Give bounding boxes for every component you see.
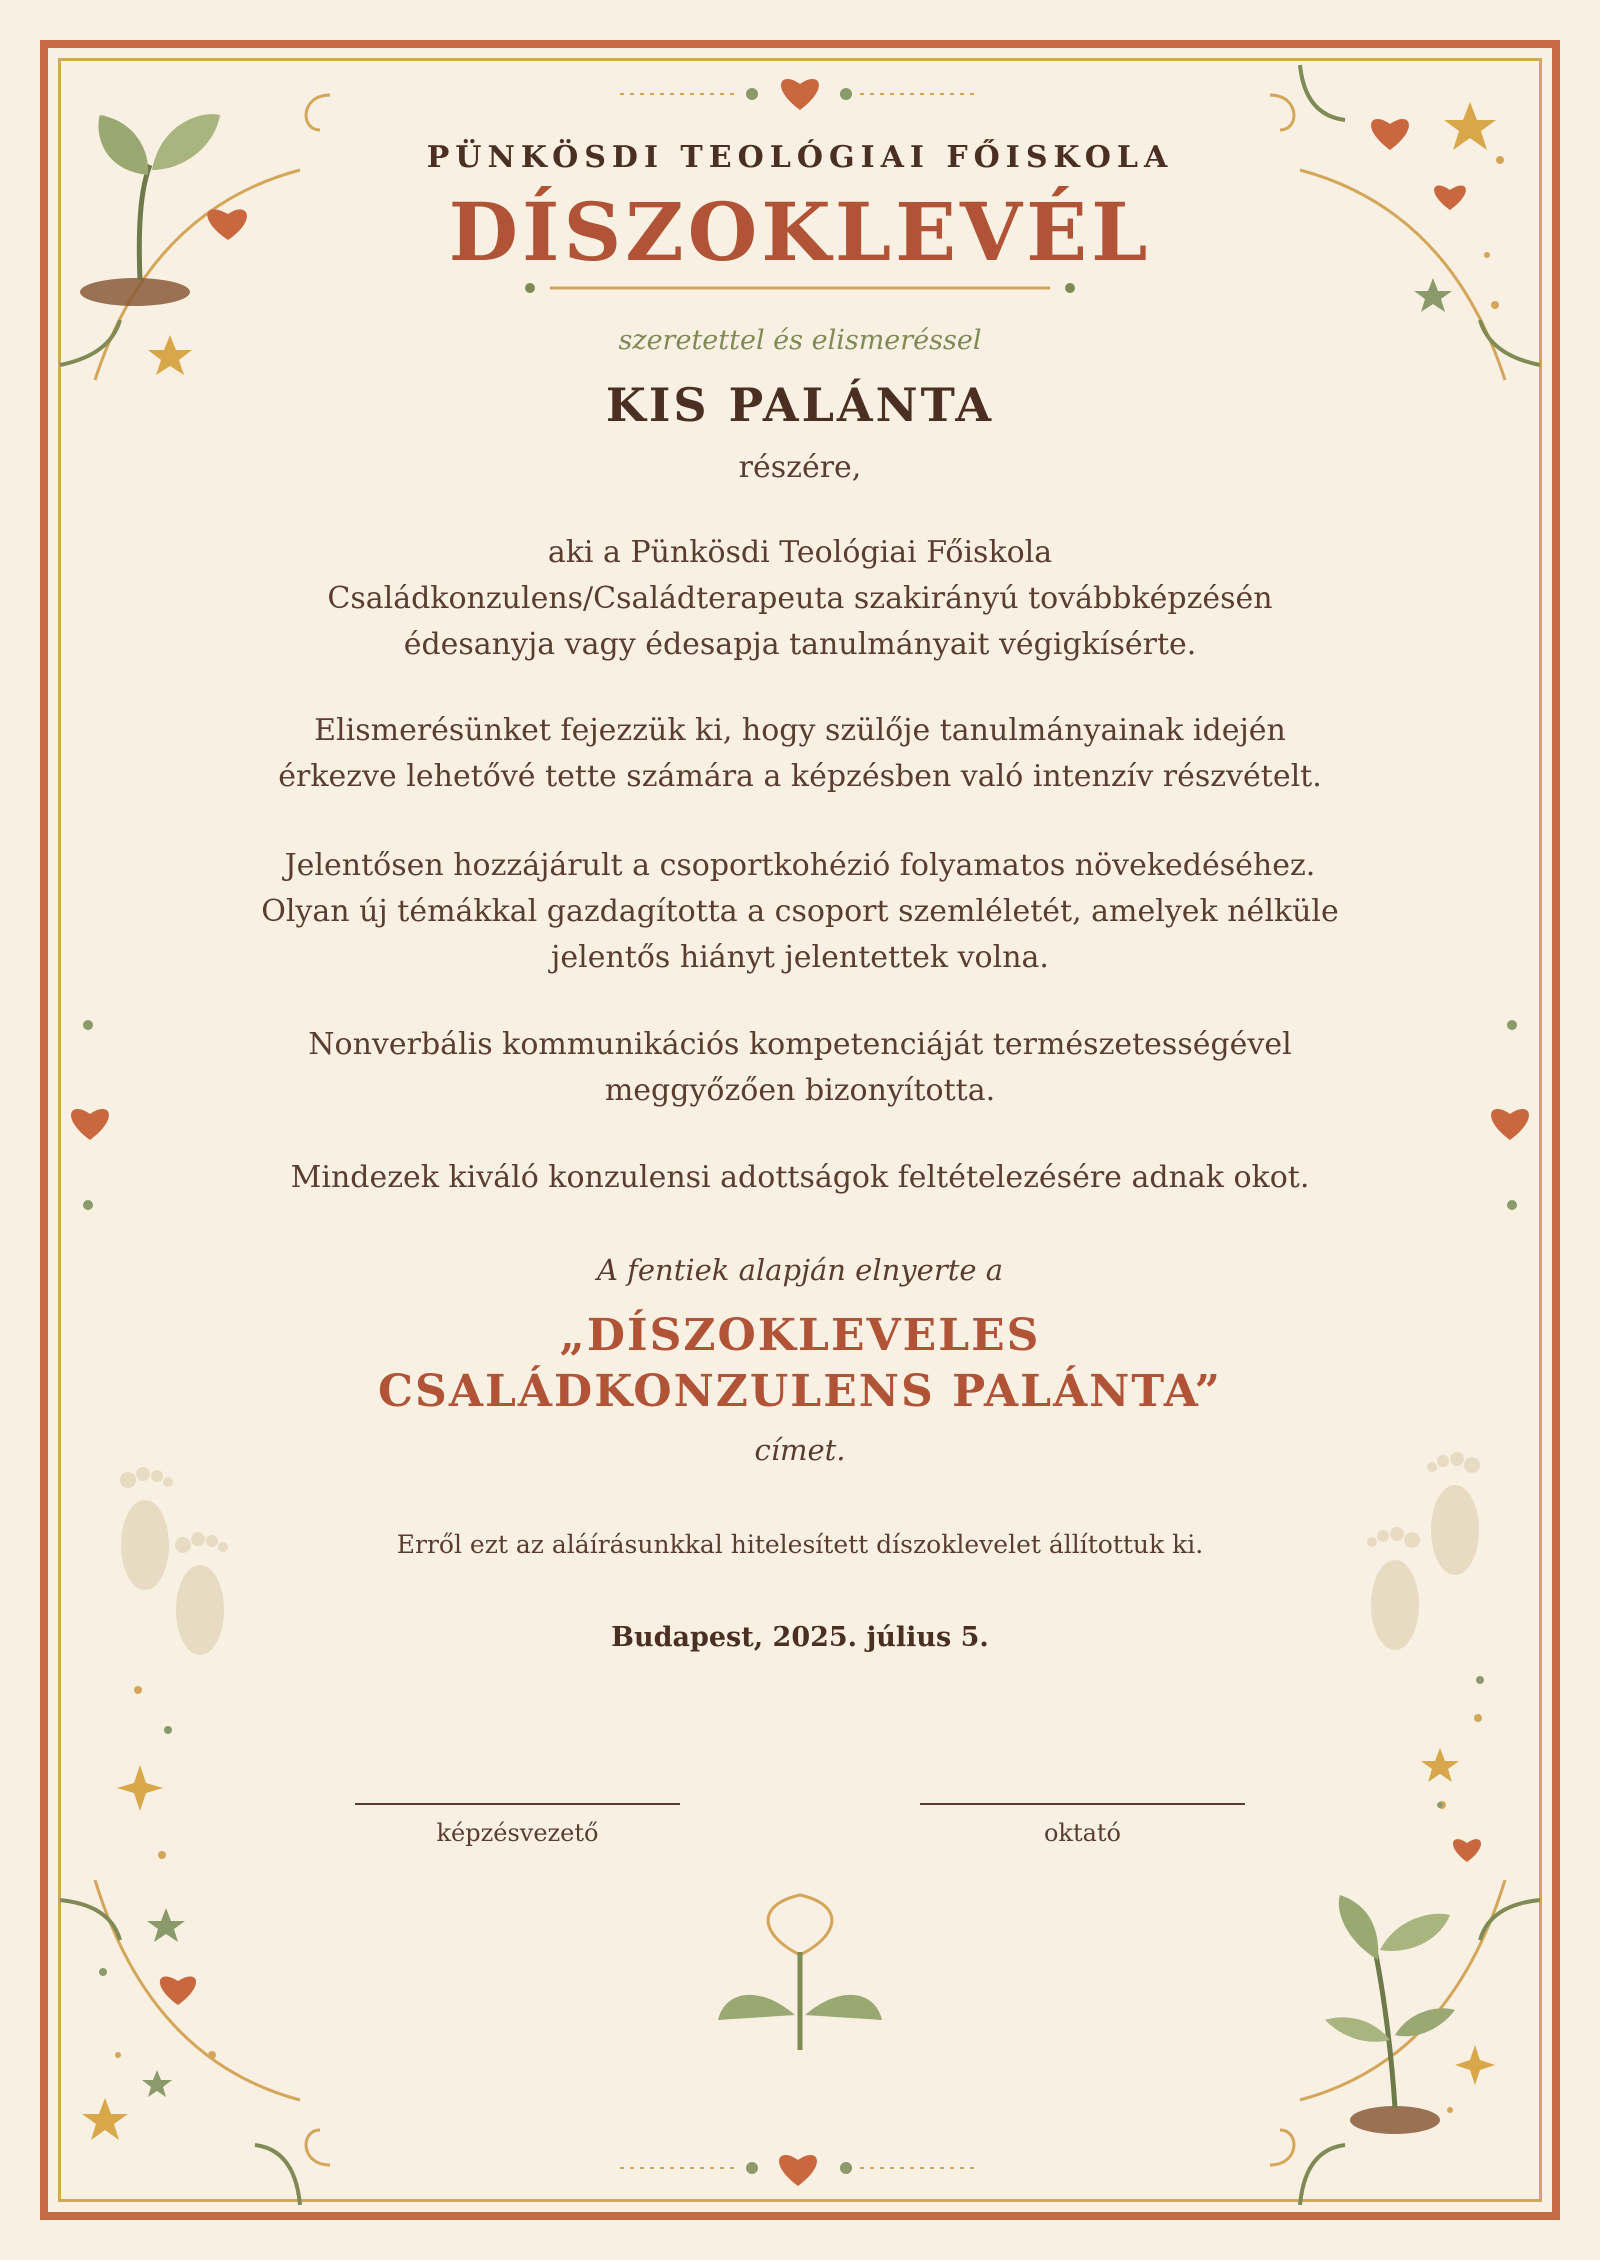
signature-right [920,1803,1245,1847]
institution-name: PÜNKÖSDI TEOLÓGIAI FŐISKOLA [426,140,1174,175]
paragraph-3 [0,843,1600,981]
paragraph-line: meggyőzően bizonyította. [604,1073,996,1108]
authentication-statement: Erről ezt az aláírásunkkal hitelesített díszoklevelet állítottuk ki. [396,1530,1204,1559]
paragraph-line: Családkonzulens/Családterapeuta szakirányú továbbképzésén [327,581,1273,616]
paragraph-line: jelentős hiányt jelentettek volna. [551,940,1049,975]
paragraph-line: érkezve lehetővé tette számára a képzésben való intenzív részvételt. [278,759,1322,794]
award-intro: A fentiek alapján elnyerte a [596,1253,1004,1287]
signature-line [355,1803,680,1805]
certificate-subtitle: szeretettel és elismeréssel [618,325,982,356]
paragraph-line: Olyan új témákkal gazdagította a csoport szemléletét, amelyek nélküle [261,894,1339,929]
award-title-line: „DÍSZOKLEVELES [559,1310,1041,1361]
award-title [0,1308,1600,1420]
recipient-name: KIS PALÁNTA [605,378,995,432]
paragraph-line: Mindezek kiváló konzulensi adottságok feltételezésére adnak okot. [290,1160,1310,1195]
paragraph-line: Nonverbális kommunikációs kompetenciáját természetességével [308,1027,1292,1062]
paragraph-line: Elismerésünket fejezzük ki, hogy szülője tanulmányainak idején [314,713,1286,748]
signature-line [920,1803,1245,1805]
award-suffix: címet. [754,1433,846,1467]
award-title-line: CSALÁDKONZULENS PALÁNTA” [378,1366,1222,1417]
paragraph-line: Jelentősen hozzájárult a csoportkohézió folyamatos növekedéséhez. [284,848,1316,883]
signature-label-right: oktató [1043,1819,1122,1847]
paragraph-5 [0,1155,1600,1201]
paragraph-1 [0,530,1600,668]
paragraph-line: édesanyja vagy édesapja tanulmányait végigkísérte. [403,627,1197,662]
signature-label-left: képzésvezető [436,1819,599,1847]
paragraph-4 [0,1022,1600,1114]
certificate-title: DÍSZOKLEVÉL [448,185,1152,279]
paragraph-2 [0,708,1600,800]
place-date: Budapest, 2025. július 5. [611,1622,989,1653]
signature-left [355,1803,680,1847]
recipient-suffix: részére, [738,450,862,485]
paragraph-line: aki a Pünkösdi Teológiai Főiskola [547,535,1053,570]
